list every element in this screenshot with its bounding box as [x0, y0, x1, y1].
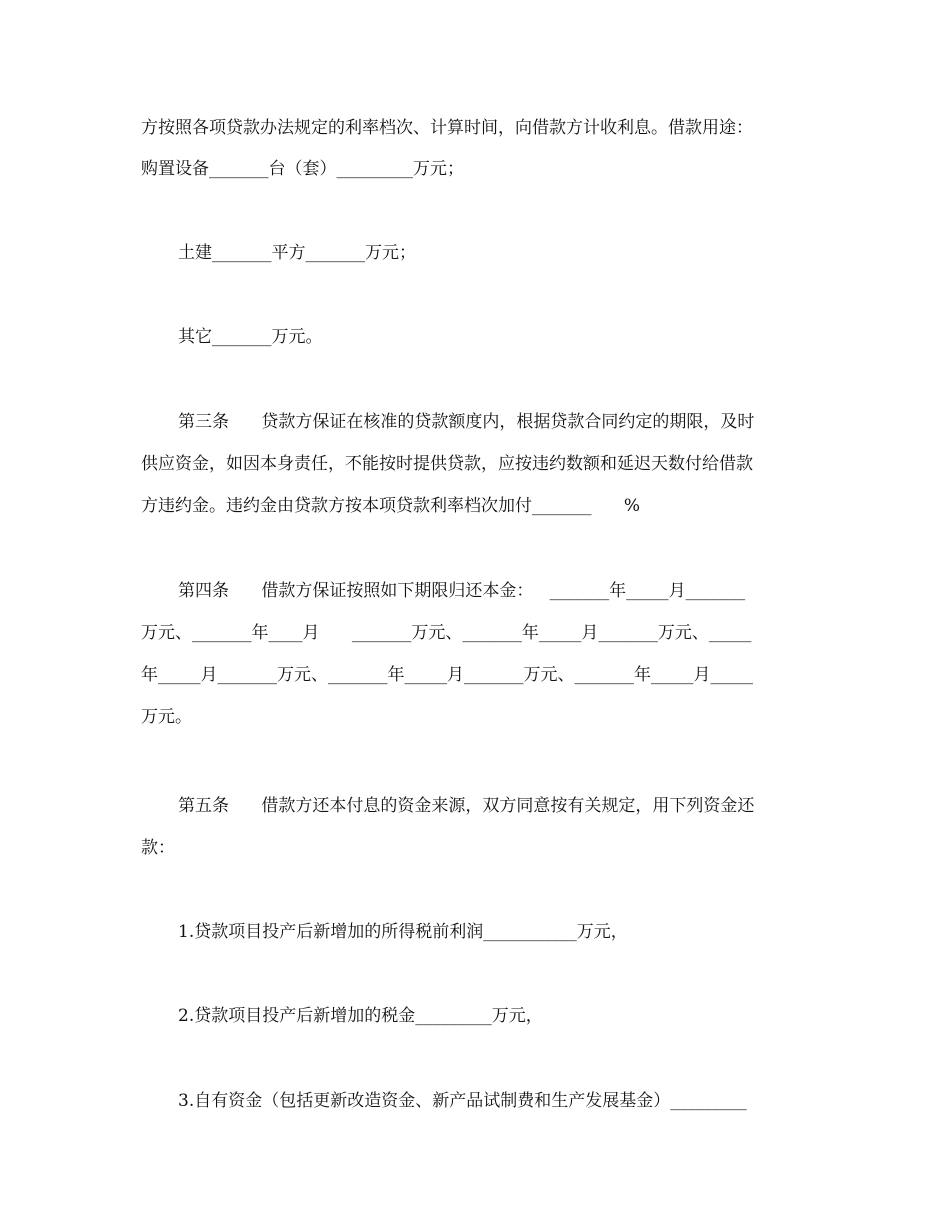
text-line-1: 方按照各项贷款办法规定的利率档次、计算时间，向借款方计收利息。借款用途：	[141, 118, 753, 138]
article-3-line-1: 第三条 贷款方保证在核准的贷款额度内，根据贷款合同约定的期限，及时	[178, 412, 755, 432]
item-3: 3.自有资金（包括更新改造资金、新产品试制费和生产发展基金）_________	[178, 1091, 747, 1111]
item-2: 2.贷款项目投产后新增加的税金_________万元，	[178, 1006, 543, 1026]
article-5-line-2: 款：	[141, 838, 175, 858]
article-4-line-2: 万元、_______年____月 _______万元、_______年_____月_______万元、_____	[141, 623, 752, 643]
item-1: 1.贷款项目投产后新增加的所得税前利润___________万元，	[178, 922, 628, 942]
article-4-line-3: 年_____月_______万元、_______年_____月_______万元、_______年_____月_____	[141, 665, 753, 685]
text-line-3: 土建_______平方_______万元；	[178, 243, 416, 263]
article-3-line-2: 供应资金，如因本身责任，不能按时提供贷款，应按违约数额和延迟天数付给借款	[141, 454, 753, 474]
text-line-4: 其它_______万元。	[178, 327, 323, 347]
article-5-line-1: 第五条 借款方还本付息的资金来源，双方同意按有关规定，用下列资金还	[178, 796, 755, 816]
article-3-line-3: 方违约金。违约金由贷款方按本项贷款利率档次加付_______ %	[141, 496, 641, 516]
article-4-line-4: 万元。	[141, 707, 192, 727]
article-4-line-1: 第四条 借款方保证按照如下期限归还本金： _______年_____月_______	[178, 581, 746, 601]
text-line-2: 购置设备_______台（套）_________万元；	[141, 159, 464, 179]
